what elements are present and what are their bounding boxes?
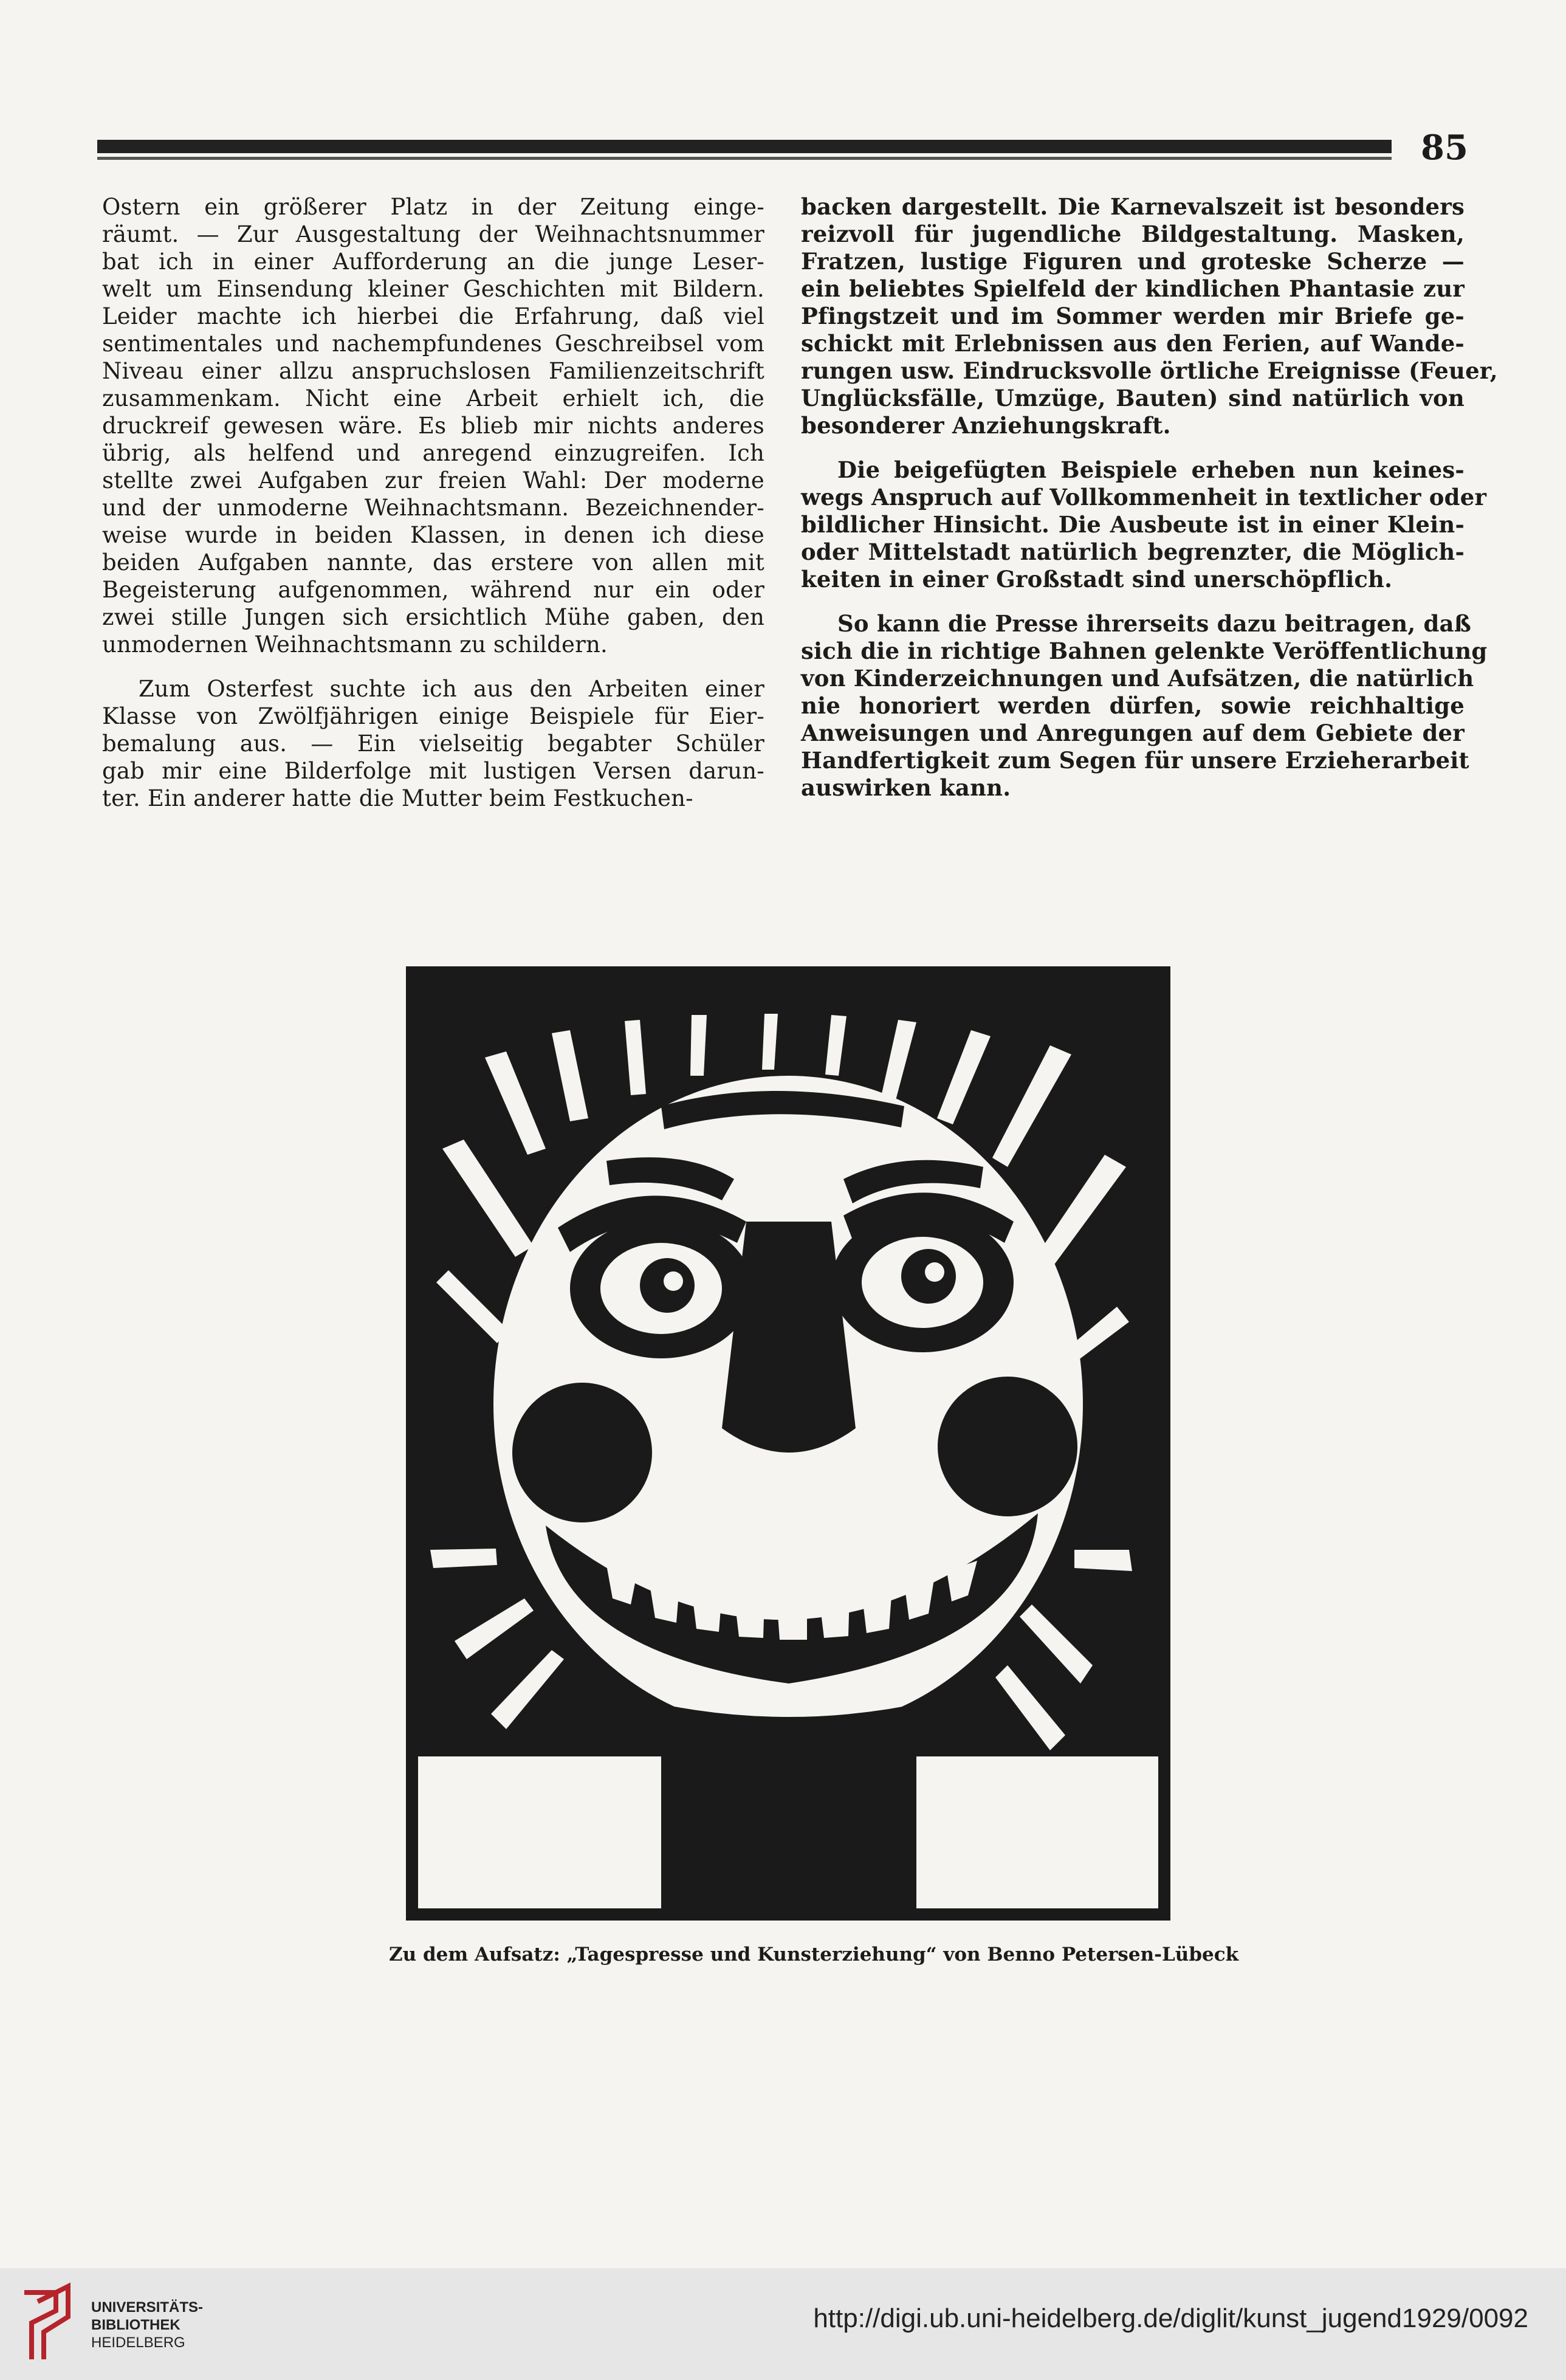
text-line: Zum Osterfest suchte ich aus den Arbeiten einer [139,676,764,702]
text-line: sentimentales und nachempfundenes Geschreibsel vom [102,331,764,357]
text-line: Ostern ein größerer Platz in der Zeitung einge- [102,194,764,220]
woodcut-illustration [406,966,1170,1921]
header-rule-thin [97,157,1392,160]
header-rule [97,140,1392,153]
library-logo-text [91,2299,203,2351]
text-line: druckreif gewesen wäre. Es blieb mir nichts anderes [102,413,764,439]
text-line: weise wurde in beiden Klassen, in denen ich diese [102,522,764,548]
text-line: welt um Einsendung kleiner Geschichten mit Bildern. [102,276,764,302]
text-line: und der unmoderne Weihnachtsmann. Bezeichnender- [102,495,764,521]
text-line: ein beliebtes Spielfeld der kindlichen Phantasie zur [801,275,1465,302]
grinning-face-woodcut [406,966,1170,1921]
text-line: keiten in einer Großstadt sind unerschöpflich. [801,566,1393,593]
text-line: wegs Anspruch auf Vollkommenheit in textlicher oder [801,484,1487,511]
text-line: oder Mittelstadt natürlich begrenzter, die Möglich- [801,538,1465,565]
text-line: backen dargestellt. Die Karnevalszeit ist besonders [801,193,1465,220]
text-line: nie honoriert werden dürfen, sowie reichhaltige [801,692,1465,719]
figure-caption: Zu dem Aufsatz: „Tagespresse und Kunsterziehung“ von Benno Petersen-Lübeck [389,1944,1239,1966]
text-line: ter. Ein anderer hatte die Mutter beim Festkuchen- [102,785,693,811]
paragraph-gap [801,439,1465,456]
page-number: 85 [1421,128,1468,168]
logo-line-3: HEIDELBERG [91,2334,185,2351]
left-text-column [102,193,764,812]
text-line: So kann die Presse ihrerseits dazu beitragen, daß [837,610,1472,637]
text-line: reizvoll für jugendliche Bildgestaltung. Masken, [801,221,1465,247]
text-line: Anweisungen und Anregungen auf dem Gebiete der [801,720,1465,746]
text-line: stellte zwei Aufgaben zur freien Wahl: Der moderne [102,467,764,494]
source-url-link[interactable]: http://digi.ub.uni-heidelberg.de/diglit/kunst_jugend1929/0092 [813,2303,1528,2333]
text-line: räumt. — Zur Ausgestaltung der Weihnachtsnummer [102,221,764,247]
text-line: Pfingstzeit und im Sommer werden mir Briefe ge- [801,303,1465,329]
text-line: Klasse von Zwölfjährigen einige Beispiele für Eier- [102,703,764,729]
text-line: von Kinderzeichnungen und Aufsätzen, die natürlich [801,665,1474,692]
text-line: gab mir eine Bilderfolge mit lustigen Versen darun- [102,758,764,784]
library-logo-icon [19,2280,75,2365]
text-line: besonderer Anziehungskraft. [801,412,1171,439]
text-line: Unglücksfälle, Umzüge, Bauten) sind natürlich von [801,385,1465,411]
text-line: Niveau einer allzu anspruchslosen Familienzeitschrift [102,358,764,384]
text-line: Leider machte ich hierbei die Erfahrung, daß viel [102,303,764,329]
text-line: Die beigefügten Beispiele erheben nun keines- [837,456,1465,483]
text-line: sich die in richtige Bahnen gelenkte Veröffentlichung [801,638,1488,664]
text-line: zusammenkam. Nicht eine Arbeit erhielt ich, die [102,385,764,411]
paragraph-gap [102,658,764,675]
text-line: Begeisterung aufgenommen, während nur ein oder [102,577,764,603]
text-line: auswirken kann. [801,774,1011,801]
text-line: bat ich in einer Aufforderung an die junge Leser- [102,249,764,275]
paragraph-gap [801,593,1465,610]
text-line: rungen usw. Eindrucksvolle örtliche Ereignisse (Feuer, [801,357,1498,384]
text-line: Fratzen, lustige Figuren und groteske Scherze — [801,248,1465,275]
text-line: unmodernen Weihnachtsmann zu schildern. [102,631,608,658]
text-line: bildlicher Hinsicht. Die Ausbeute ist in einer Klein- [801,511,1465,538]
right-text-column [801,193,1498,802]
logo-line-1: UNIVERSITÄTS- [91,2299,204,2316]
text-line: Handfertigkeit zum Segen für unsere Erzieherarbeit [801,747,1469,774]
logo-line-2: BIBLIOTHEK [91,2317,180,2333]
text-line: zwei stille Jungen sich ersichtlich Mühe gaben, den [102,604,764,630]
text-line: übrig, als helfend und anregend einzugreifen. Ich [102,440,764,466]
text-line: beiden Aufgaben nannte, das erstere von allen mit [102,549,764,576]
text-line: bemalung aus. — Ein vielseitig begabter Schüler [102,731,764,757]
text-line: schickt mit Erlebnissen aus den Ferien, auf Wande- [801,330,1465,357]
